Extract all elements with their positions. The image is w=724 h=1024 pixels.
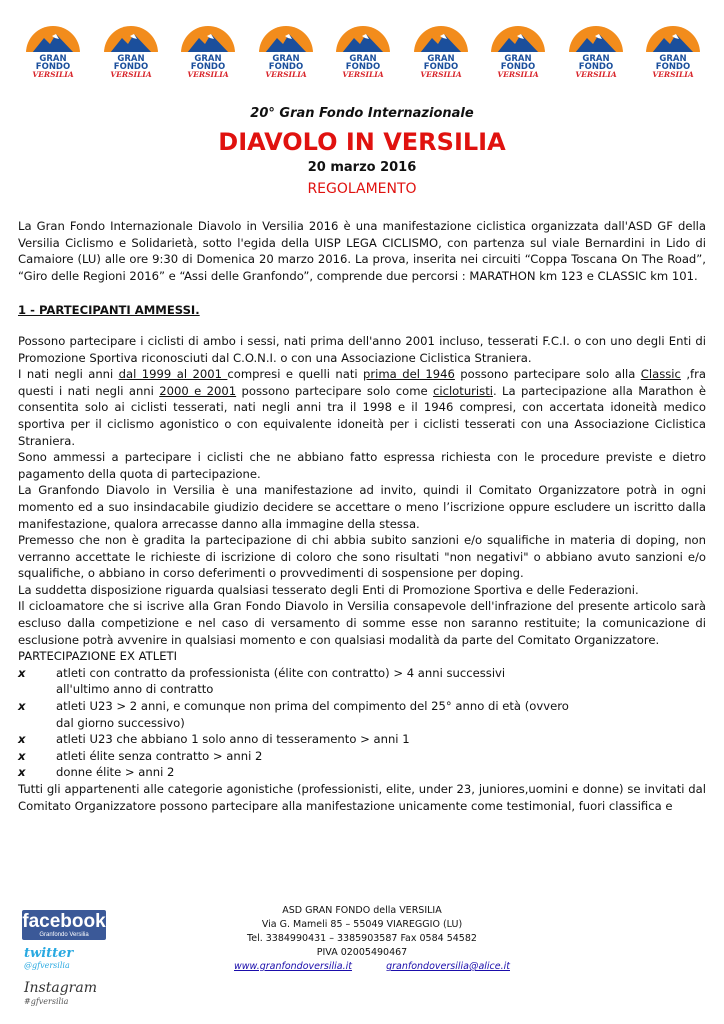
svg-text:FONDO: FONDO — [113, 62, 148, 72]
section-heading: 1 - PARTECIPANTI AMMESSI. — [18, 303, 200, 318]
svg-text:VERSILIA: VERSILIA — [419, 70, 462, 79]
paragraph-eligibility: Possono partecipare i ciclisti di ambo i sessi, nati prima dell'anno 2001 incluso, tesserati F.C.I. o con uno degli Enti di Promozione Sportiva riconosciuti dal C.O.N.I. o con una Associazione Ciclistica Straniera. — [18, 333, 706, 365]
svg-text:GRAN: GRAN — [581, 54, 610, 64]
document-body — [18, 218, 706, 814]
svg-text:VERSILIA: VERSILIA — [652, 70, 694, 79]
bullet-marker: x — [18, 765, 26, 780]
edition-title: 20° Gran Fondo Internazionale — [250, 106, 474, 121]
svg-text:GRAN: GRAN — [271, 54, 300, 64]
twitter-logo[interactable]: twitter @gfversilia — [24, 946, 74, 970]
svg-text:GRAN: GRAN — [39, 54, 67, 64]
facebook-logo[interactable]: facebook Granfondo Versilia — [22, 911, 106, 938]
svg-text:VERSILIA: VERSILIA — [342, 70, 384, 79]
svg-text:GRAN: GRAN — [659, 54, 687, 64]
bullet-marker: x — [18, 665, 26, 680]
list-item: x donne élite > anni 2 — [18, 765, 175, 780]
gran-fondo-logo-icon — [100, 22, 162, 84]
list-item: x atleti élite senza contratto > anni 2 — [18, 748, 263, 763]
svg-text:GRAN: GRAN — [349, 54, 377, 64]
svg-text:FONDO: FONDO — [500, 62, 536, 72]
list-item: x atleti U23 > 2 anni, e comunque non prima del compimento del 25° anno di età (ovvero dal giorno successivo) — [18, 699, 569, 730]
website-link[interactable]: www.granfondoversilia.it — [234, 961, 352, 972]
bullet-marker: x — [18, 748, 26, 763]
street-address: Via G. Mameli 85 – 55049 VIAREGGIO (LU) — [261, 919, 463, 930]
paragraph-exclusion: Il cicloamatore che si iscrive alla Gran Fondo Diavolo in Versilia consapevole dell'infrazione del presente articolo sarà escluso dalla competizione e nel caso di versamento di somme esse non saranno restituite; la comunicazione di esclusione potrà avvenire in qualsiasi momento e con qualsiasi modalità da parte del Comitato Organizzatore. — [18, 599, 706, 647]
svg-text:GRAN: GRAN — [504, 54, 532, 64]
svg-text:GRAN: GRAN — [194, 54, 222, 64]
gran-fondo-logo-icon — [642, 22, 704, 84]
header-logo-row — [22, 22, 704, 84]
svg-text:VERSILIA: VERSILIA — [497, 70, 539, 79]
svg-text:VERSILIA: VERSILIA — [187, 70, 229, 79]
email-link[interactable]: granfondoversilia@alice.it — [386, 961, 510, 972]
svg-text:FONDO: FONDO — [345, 62, 381, 72]
event-date: 20 marzo 2016 — [307, 160, 417, 175]
paragraph-invitation: La Granfondo Diavolo in Versilia è una manifestazione ad invito, quindi il Comitato Organizzatore potrà in ogni momento ed a suo insindacabile giudizio decidere se accettare o meno l’iscrizione oppure escludere un iscritto dalla manifestazione, qualora arrecasse danno alla immagine della stessa. — [18, 483, 706, 531]
gran-fondo-logo-icon — [565, 22, 627, 84]
org-name: ASD GRAN FONDO della VERSILIA — [282, 905, 442, 916]
paragraph-doping: Premesso che non è gradita la partecipazione di chi abbia subito sanzioni e/o squalifiche in materia di doping, non verranno accettate le richieste di iscrizione di coloro che sono risultati "non negativi" o abbiano avuto sanzioni e/o squalifiche, o abbiano in corso deferimenti o provvedimenti di sospensione per doping. — [18, 533, 706, 581]
list-item: x atleti U23 che abbiano 1 solo anno di tesseramento > anni 1 — [18, 732, 410, 747]
title-block — [0, 104, 724, 200]
svg-text:VERSILIA: VERSILIA — [109, 70, 152, 79]
paragraph-admission: Sono ammessi a partecipare i ciclisti che ne abbiano fatto espressa richiesta con le procedure previste e dietro pagamento della quota di partecipazione. — [18, 450, 706, 481]
svg-text:GRAN: GRAN — [426, 54, 455, 64]
document-type: REGOLAMENTO — [307, 181, 417, 197]
paragraph-age-rules: I nati negli anni dal 1999 al 2001 compresi e quelli nati prima del 1946 possono partecipare solo alla Classic ,fra questi i nati negli anni 2000 e 2001 possono partecipare solo come cicloturisti. La partecipazione alla Marathon è consentita solo ai ciclisti tesserati, nati negli anni tra il 1998 e il 1946 compresi, con accertata idoneità medico sportiva per il ciclismo agonistico o con equivalente idoneità per i ciclisti tesserati con una Associazione Ciclistica Straniera. — [18, 367, 707, 448]
svg-text:FONDO: FONDO — [655, 62, 691, 72]
phone-numbers: Tel. 3384990431 – 3385903587 Fax 0584 54582 — [247, 933, 477, 944]
svg-text:FONDO: FONDO — [578, 62, 613, 72]
svg-text:FONDO: FONDO — [190, 62, 226, 72]
paragraph-testimonials: Tutti gli appartenenti alle categorie agonistiche (professionisti, elite, under 23, juniores,uomini e donne) se invitati dal Comitato Organizzatore possono partecipare alla manifestazione unicamente come testimonial, fuori classifica e — [18, 782, 706, 813]
bullet-marker: x — [18, 732, 26, 747]
intro-paragraph: La Gran Fondo Internazionale Diavolo in Versilia 2016 è una manifestazione ciclistica organizzata dall'ASD GF della Versilia Ciclismo e Solidarietà, sotto l'egida della UISP LEGA CICLISMO, con partenza sul viale Bernardini in Lido di Camaiore (LU) alle ore 9:30 di Domenica 20 marzo 2016. La prova, inserita nei circuiti “Coppa Toscana On The Road”, “Giro delle Regioni 2016” e “Assi delle Granfondo”, comprende due percorsi : MARATHON km 123 e CLASSIC km 101. — [18, 219, 706, 283]
gran-fondo-logo-icon — [487, 22, 549, 84]
instagram-logo[interactable]: Instagram #gfversilia — [24, 980, 97, 1006]
vat-number: PIVA 02005490467 — [316, 947, 408, 958]
ex-athletes-list — [18, 665, 706, 781]
svg-text:FONDO: FONDO — [35, 62, 71, 72]
gran-fondo-logo-icon — [255, 22, 317, 84]
svg-text:FONDO: FONDO — [423, 62, 458, 72]
svg-text:VERSILIA: VERSILIA — [32, 70, 74, 79]
gran-fondo-logo-icon — [22, 22, 84, 84]
bullet-marker: x — [18, 699, 26, 714]
ex-athletes-heading: PARTECIPAZIONE EX ATLETI — [18, 649, 178, 664]
svg-text:GRAN: GRAN — [116, 54, 145, 64]
gran-fondo-logo-icon — [410, 22, 472, 84]
gran-fondo-logo-icon — [177, 22, 239, 84]
paragraph-scope: La suddetta disposizione riguarda qualsiasi tesserato degli Enti di Promozione Sportiva e delle Federazioni. — [18, 582, 639, 597]
svg-text:VERSILIA: VERSILIA — [574, 70, 617, 79]
gran-fondo-logo-icon — [332, 22, 394, 84]
list-item: x atleti con contratto da professionista (élite con contratto) > 4 anni successivi all'ultimo anno di contratto — [18, 665, 506, 697]
svg-text:VERSILIA: VERSILIA — [264, 70, 307, 79]
event-name: DIAVOLO IN VERSILIA — [218, 128, 506, 156]
svg-text:FONDO: FONDO — [268, 62, 303, 72]
footer-address — [200, 904, 524, 974]
